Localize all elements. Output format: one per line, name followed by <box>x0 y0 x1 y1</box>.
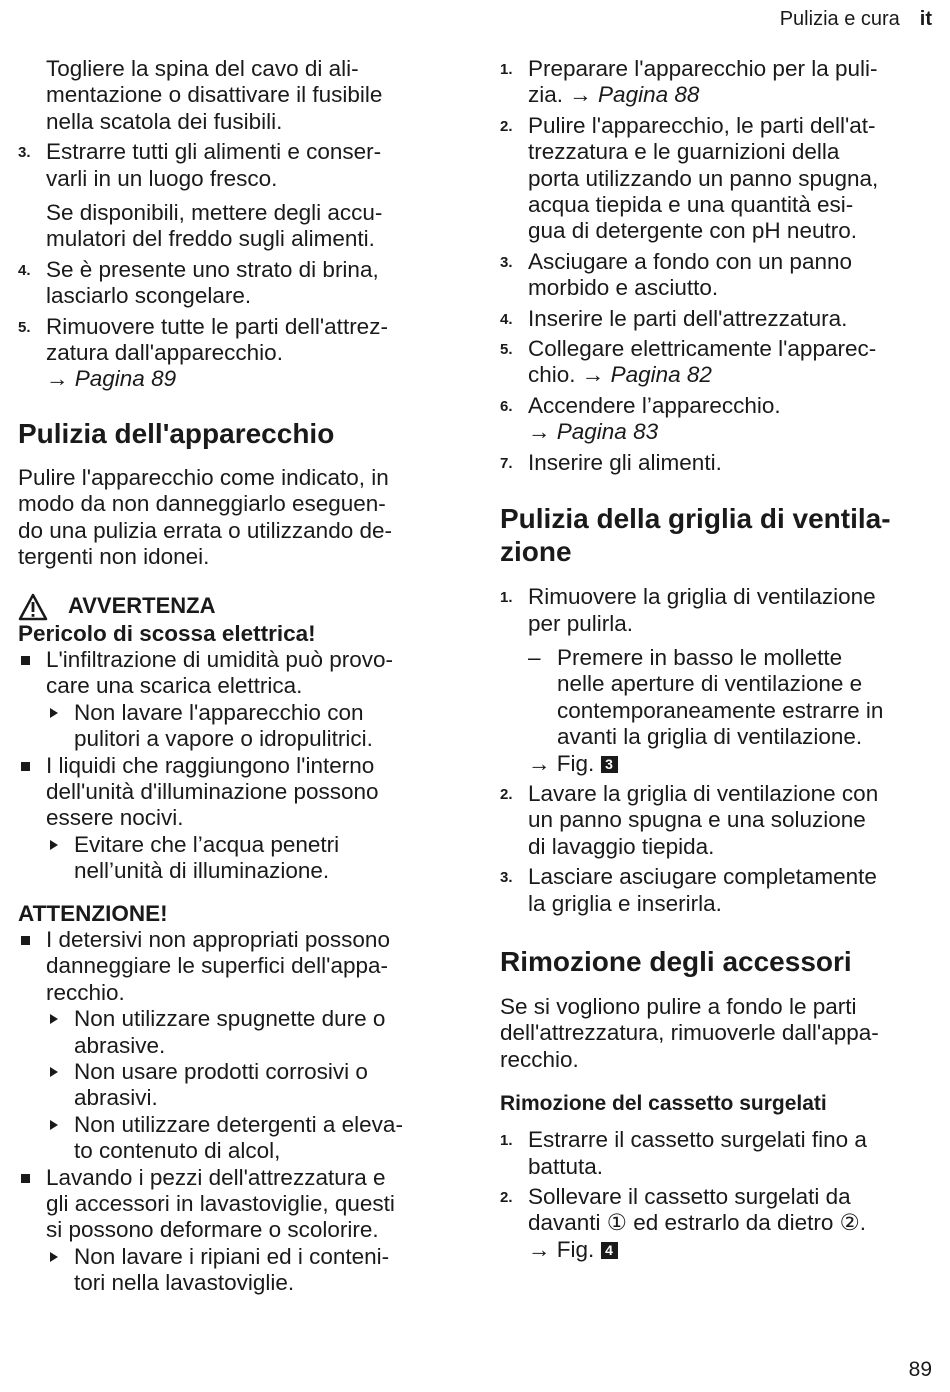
header-language: it <box>919 8 932 30</box>
figure-number: 3 <box>601 756 618 773</box>
warning-subtitle: Pericolo di scossa elettrica! <box>18 620 316 646</box>
step-number: 3. <box>500 253 513 271</box>
step-number: 3. <box>500 869 513 887</box>
arrow-icon: → <box>46 366 69 392</box>
figure-number: 4 <box>601 1242 618 1259</box>
step-3: 3. Asciugare a fondo con un panno morbido e asciutto. <box>500 248 852 301</box>
dash-item: – Premere in basso le mollette nelle aperture di ventilazione e contemporaneamente estrarre in avanti la griglia di ventilazione. <box>500 645 935 751</box>
figure-reference[interactable]: → Fig. 3 <box>500 751 935 777</box>
sub-bullet-item: Non lavare l'apparecchio con pulitori a vapore o idropulitrici. <box>18 700 450 753</box>
step-number: 6. <box>500 397 513 415</box>
figure-reference[interactable]: → Fig. 4 <box>528 1237 935 1263</box>
arrow-icon: → <box>528 419 551 445</box>
page-reference[interactable]: → Pagina 83 <box>528 419 659 445</box>
paragraph: Se si vogliono pulire a fondo le parti dell'attrezzatura, rimuoverle dall'appa- recchio. <box>500 993 879 1072</box>
bullet-item: I detersivi non appropriati possono danneggiare le superfici dell'appa- recchio. <box>18 927 450 1006</box>
step-2: 2. Lavare la griglia di ventilazione con un panno spugna e una soluzione di lavaggio tiepida. <box>500 780 879 859</box>
sub-bullet-item: Evitare che l’acqua penetri nell’unità di illuminazione. <box>18 832 450 885</box>
bullet-item: Lavando i pezzi dell'attrezzatura e gli accessori in lavastoviglie, questi si possono deformare o scolorire. <box>18 1165 450 1244</box>
arrow-icon: → <box>569 82 592 108</box>
step-2: 2. Sollevare il cassetto surgelati da davanti ① ed estrarlo da dietro ②. → Fig. 4 <box>500 1184 935 1263</box>
sub-bullet-item: Non usare prodotti corrosivi o abrasivi. <box>18 1059 450 1112</box>
step-1: 1. Rimuovere la griglia di ventilazione per pulirla. <box>500 584 876 636</box>
left-column <box>18 56 450 1297</box>
section-heading: Pulizia dell'apparecchio <box>18 417 335 449</box>
sub-bullet-item: Non lavare i ripiani ed i conteni- tori nella lavastoviglie. <box>18 1244 450 1297</box>
step-number: 2. <box>500 785 513 803</box>
section-heading: Pulizia della griglia di ventila- zione <box>500 503 891 568</box>
right-column <box>500 56 935 1263</box>
header-section: Pulizia e cura <box>779 8 900 30</box>
bullet-item: I liquidi che raggiungono l'interno dell'unità d'illuminazione possono essere nocivi. <box>18 753 450 832</box>
step-7: 7. Inserire gli alimenti. <box>500 450 935 476</box>
step-3: 3. Lasciare asciugare completamente la griglia e inserirla. <box>500 864 877 916</box>
page-number: 89 <box>908 1358 932 1381</box>
bullet-item: L'infiltrazione di umidità può provo- care una scarica elettrica. <box>18 647 450 700</box>
step-number: 2. <box>500 117 513 135</box>
step-number: 7. <box>500 454 513 472</box>
paragraph: Togliere la spina del cavo di ali- mentazione o disattivare il fusibile nella scatola dei fusibili. <box>46 56 383 134</box>
warning-triangle-icon <box>18 593 48 621</box>
running-header <box>780 8 932 31</box>
step-4: 4. Se è presente uno strato di brina, lasciarlo scongelare. <box>18 256 379 309</box>
sub-bullet-item: Non utilizzare detergenti a eleva- to contenuto di alcol, <box>18 1112 450 1165</box>
arrow-icon: → <box>528 750 551 776</box>
step-number: 2. <box>500 1189 513 1206</box>
section-heading: Rimozione degli accessori <box>500 945 852 977</box>
page-reference[interactable]: → Pagina 89 <box>46 366 177 392</box>
paragraph: Pulire l'apparecchio come indicato, in modo da non danneggiarlo eseguen- do una pulizia errata o utilizzando de- tergenti non idonei. <box>18 464 392 570</box>
step-number: 5. <box>18 318 31 336</box>
step-number: 1. <box>500 61 513 78</box>
paragraph: Se disponibili, mettere degli accu- mulatori del freddo sugli alimenti. <box>46 200 383 252</box>
arrow-icon: → <box>528 1236 551 1262</box>
step-3: 3. Estrarre tutti gli alimenti e conser- varli in un luogo fresco. <box>18 139 382 191</box>
step-2: 2. Pulire l'apparecchio, le parti dell'at- trezzatura e le guarnizioni della porta utilizzando un panno spugna, acqua tiepida e una quantità esi- gua di detergente con pH neutro. <box>500 112 879 244</box>
sub-bullet-item: Non utilizzare spugnette dure o abrasive. <box>18 1006 450 1059</box>
page-reference[interactable]: → Pagina 82 <box>581 362 712 388</box>
step-number: 1. <box>500 1132 513 1150</box>
warning-title: AVVERTENZA <box>18 593 450 621</box>
step-5: 5. Collegare elettricamente l'apparec- chio. → Pagina 82 <box>500 336 877 388</box>
subsection-heading: Rimozione del cassetto surgelati <box>500 1092 827 1116</box>
step-4: 4. Inserire le parti dell'attrezzatura. <box>500 306 935 332</box>
step-5: 5. Rimuovere tutte le parti dell'attrez- zatura dall'apparecchio. → Pagina 89 <box>18 314 450 393</box>
step-1: 1. Preparare l'apparecchio per la puli- zia. → Pagina 88 <box>500 56 878 108</box>
step-number: 1. <box>500 589 513 607</box>
arrow-icon: → <box>581 362 605 388</box>
step-number: 5. <box>500 341 513 359</box>
step-1: 1. Estrarre il cassetto surgelati fino a battuta. <box>500 1127 867 1179</box>
caution-title: ATTENZIONE! <box>18 900 168 926</box>
page-reference[interactable]: → Pagina 88 <box>569 82 700 108</box>
step-number: 4. <box>18 261 31 279</box>
step-6: 6. Accendere l’apparecchio. → Pagina 83 <box>500 393 935 446</box>
step-number: 3. <box>18 144 31 162</box>
step-number: 4. <box>500 310 513 328</box>
